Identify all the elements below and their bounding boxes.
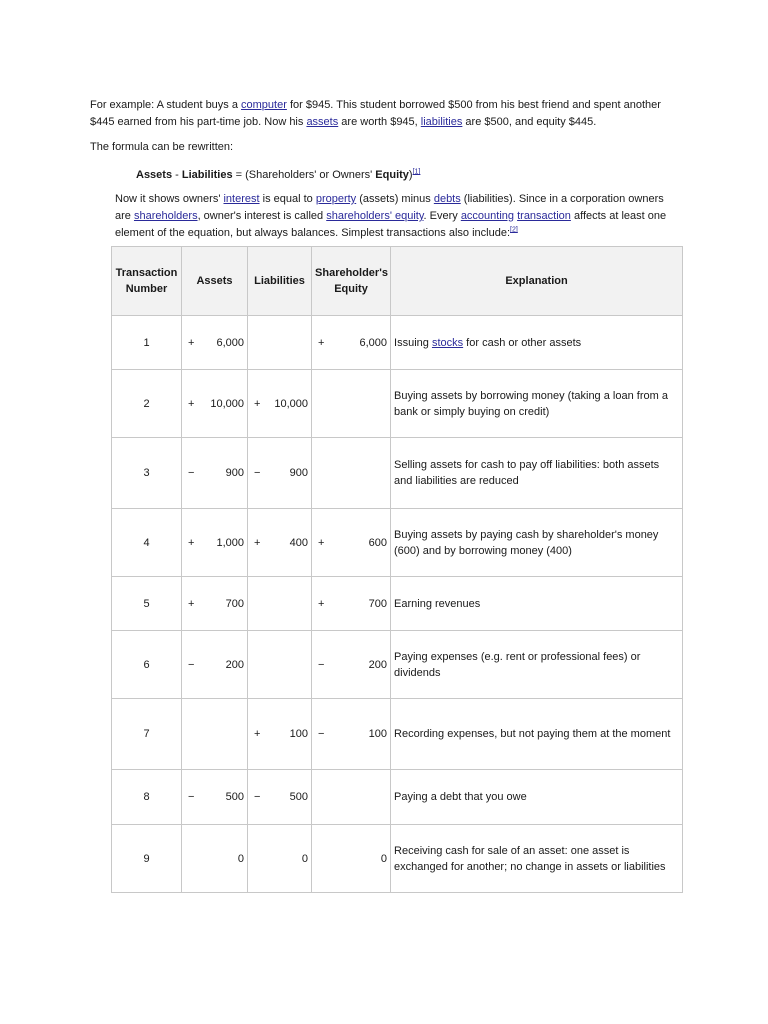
intro-text: are worth $945, <box>338 116 421 128</box>
assets-sign-cell: − <box>182 631 202 699</box>
transactions-table-wrapper <box>111 246 683 893</box>
assets-value-cell: 1,000 <box>202 509 248 577</box>
intro-paragraph <box>90 97 670 131</box>
equity-value-cell: 6,000 <box>332 316 391 370</box>
link-accounting[interactable]: accounting <box>460 210 515 222</box>
table-row <box>112 770 683 825</box>
transaction-number-cell: 4 <box>112 509 182 577</box>
explanation-cell <box>391 509 683 577</box>
header-liabilities: Liabilities <box>248 247 312 316</box>
formula-minus: - <box>172 169 182 181</box>
link-liabilities[interactable]: liabilities <box>420 116 463 128</box>
explanation-text: for cash or other assets <box>463 336 582 349</box>
assets-sign-cell: + <box>182 509 202 577</box>
formula-close: ) <box>408 169 413 181</box>
equity-sign-cell: + <box>312 509 332 577</box>
equity-value-cell: 100 <box>332 699 391 770</box>
liabilities-sign-cell <box>248 631 267 699</box>
liabilities-value-cell: 500 <box>267 770 312 825</box>
transaction-number-cell: 5 <box>112 577 182 631</box>
assets-sign-cell: + <box>182 577 202 631</box>
explanation-cell <box>391 631 683 699</box>
link-assets[interactable]: assets <box>306 116 339 128</box>
assets-sign-cell: + <box>182 370 202 438</box>
liabilities-value-cell: 100 <box>267 699 312 770</box>
assets-sign-cell <box>182 825 202 893</box>
link-computer[interactable]: computer <box>241 99 287 111</box>
liabilities-sign-cell <box>248 577 267 631</box>
equity-value-cell: 0 <box>332 825 391 893</box>
liabilities-sign-cell <box>248 825 267 893</box>
table-row <box>112 509 683 577</box>
equity-value-cell <box>332 438 391 509</box>
accounting-formula <box>136 167 420 184</box>
assets-sign-cell: + <box>182 316 202 370</box>
link-shareholders[interactable]: shareholders <box>133 210 198 222</box>
equity-sign-cell <box>312 438 332 509</box>
transaction-number-cell: 3 <box>112 438 182 509</box>
rewrite-line: The formula can be rewritten: <box>90 141 234 153</box>
liabilities-sign-cell: + <box>248 370 267 438</box>
explanation-cell <box>391 316 683 370</box>
transaction-number-cell: 7 <box>112 699 182 770</box>
intro-text: are $500, and equity $445. <box>462 116 597 128</box>
explanation-text: Receiving cash for sale of an asset: one asset is exchanged for another; no change in assets or liabilities <box>394 844 666 873</box>
explanation-text: Earning revenues <box>394 597 481 610</box>
equity-sign-cell <box>312 370 332 438</box>
table-header-row <box>112 247 683 316</box>
liabilities-sign-cell: + <box>248 699 267 770</box>
assets-value-cell: 6,000 <box>202 316 248 370</box>
explain-text: (liabilities). Since in a corporation owners are <box>115 193 664 222</box>
link-shareholders-equity[interactable]: shareholders' equity <box>326 210 424 222</box>
equity-value-cell: 700 <box>332 577 391 631</box>
explanation-cell <box>391 770 683 825</box>
table-row <box>112 370 683 438</box>
explain-text: (assets) minus <box>356 193 434 205</box>
liabilities-sign-cell <box>248 316 267 370</box>
formula-assets: Assets <box>136 169 173 181</box>
explanation-text: Buying assets by paying cash by shareholder's money (600) and by borrowing money (400) <box>394 528 659 557</box>
explanation-text: Paying expenses (e.g. rent or professional fees) or dividends <box>394 650 641 679</box>
table-row <box>112 577 683 631</box>
table-row <box>112 825 683 893</box>
explanation-text: Paying a debt that you owe <box>394 791 527 803</box>
assets-sign-cell: − <box>182 770 202 825</box>
explanation-cell <box>391 825 683 893</box>
liabilities-value-cell: 10,000 <box>267 370 312 438</box>
link-interest[interactable]: interest <box>223 193 260 205</box>
link-debts[interactable]: debts <box>433 193 461 205</box>
equity-sign-cell <box>312 825 332 893</box>
liabilities-sign-cell: + <box>248 509 267 577</box>
table-row <box>112 316 683 370</box>
transaction-number-cell: 6 <box>112 631 182 699</box>
explanation-cell <box>391 699 683 770</box>
transaction-number-cell: 2 <box>112 370 182 438</box>
explanation-cell <box>391 370 683 438</box>
assets-value-cell: 0 <box>202 825 248 893</box>
header-explanation: Explanation <box>391 247 683 316</box>
transactions-table <box>111 246 683 893</box>
header-shareholders-equity: Shareholder's Equity <box>312 247 391 316</box>
equity-sign-cell: − <box>312 699 332 770</box>
reference-1-link[interactable]: [1] <box>412 168 421 176</box>
equity-value-cell: 200 <box>332 631 391 699</box>
assets-value-cell: 500 <box>202 770 248 825</box>
equity-value-cell <box>332 370 391 438</box>
explanation-cell <box>391 577 683 631</box>
table-row <box>112 438 683 509</box>
link-property[interactable]: property <box>315 193 357 205</box>
liabilities-value-cell: 900 <box>267 438 312 509</box>
explanation-cell <box>391 438 683 509</box>
equity-sign-cell: + <box>312 316 332 370</box>
transaction-number-cell: 8 <box>112 770 182 825</box>
explain-text: is equal to <box>259 193 316 205</box>
explanation-text: Selling assets for cash to pay off liabilities: both assets and liabilities are reduced <box>394 459 660 487</box>
equity-value-cell <box>332 770 391 825</box>
equity-sign-cell <box>312 770 332 825</box>
equity-value-cell: 600 <box>332 509 391 577</box>
table-row <box>112 631 683 699</box>
assets-value-cell <box>202 699 248 770</box>
assets-value-cell: 200 <box>202 631 248 699</box>
transaction-number-cell: 1 <box>112 316 182 370</box>
explanation-text: Recording expenses, but not paying them at the moment <box>394 728 671 740</box>
assets-value-cell: 900 <box>202 438 248 509</box>
formula-liabilities: Liabilities <box>181 169 233 181</box>
link-transaction[interactable]: transaction <box>517 210 571 222</box>
header-assets: Assets <box>182 247 248 316</box>
assets-sign-cell <box>182 699 202 770</box>
liabilities-value-cell: 0 <box>267 825 312 893</box>
liabilities-value-cell: 400 <box>267 509 312 577</box>
explain-text: affects at least one element of the equation, but always balances. Simplest transactions also include: <box>115 210 667 239</box>
equity-sign-cell: + <box>312 577 332 631</box>
table-row <box>112 699 683 770</box>
equity-sign-cell: − <box>312 631 332 699</box>
formula-equity: Equity <box>375 169 409 181</box>
link-stocks[interactable]: stocks <box>431 336 464 349</box>
assets-value-cell: 10,000 <box>202 370 248 438</box>
liabilities-value-cell <box>267 631 312 699</box>
header-transaction-number: Transaction Number <box>112 247 182 316</box>
liabilities-sign-cell: − <box>248 770 267 825</box>
explain-text: Now it shows owners' <box>115 193 224 205</box>
reference-2-link[interactable]: [2] <box>510 226 518 234</box>
liabilities-value-cell <box>267 316 312 370</box>
explanation-paragraph <box>115 191 680 242</box>
explanation-text: Issuing <box>394 336 432 349</box>
assets-value-cell: 700 <box>202 577 248 631</box>
intro-text: for $945. This student borrowed $500 from his best friend and spent another $445 earned from his part-time job. Now his <box>90 99 661 128</box>
assets-sign-cell: − <box>182 438 202 509</box>
transaction-number-cell: 9 <box>112 825 182 893</box>
explain-text: . Every <box>423 210 461 222</box>
intro-text: For example: A student buys a <box>90 99 242 111</box>
liabilities-sign-cell: − <box>248 438 267 509</box>
liabilities-value-cell <box>267 577 312 631</box>
explain-text: , owner's interest is called <box>197 210 327 222</box>
explanation-text: Buying assets by borrowing money (taking a loan from a bank or simply buying on credit) <box>394 389 668 418</box>
formula-middle: = (Shareholders' or Owners' <box>232 169 376 181</box>
